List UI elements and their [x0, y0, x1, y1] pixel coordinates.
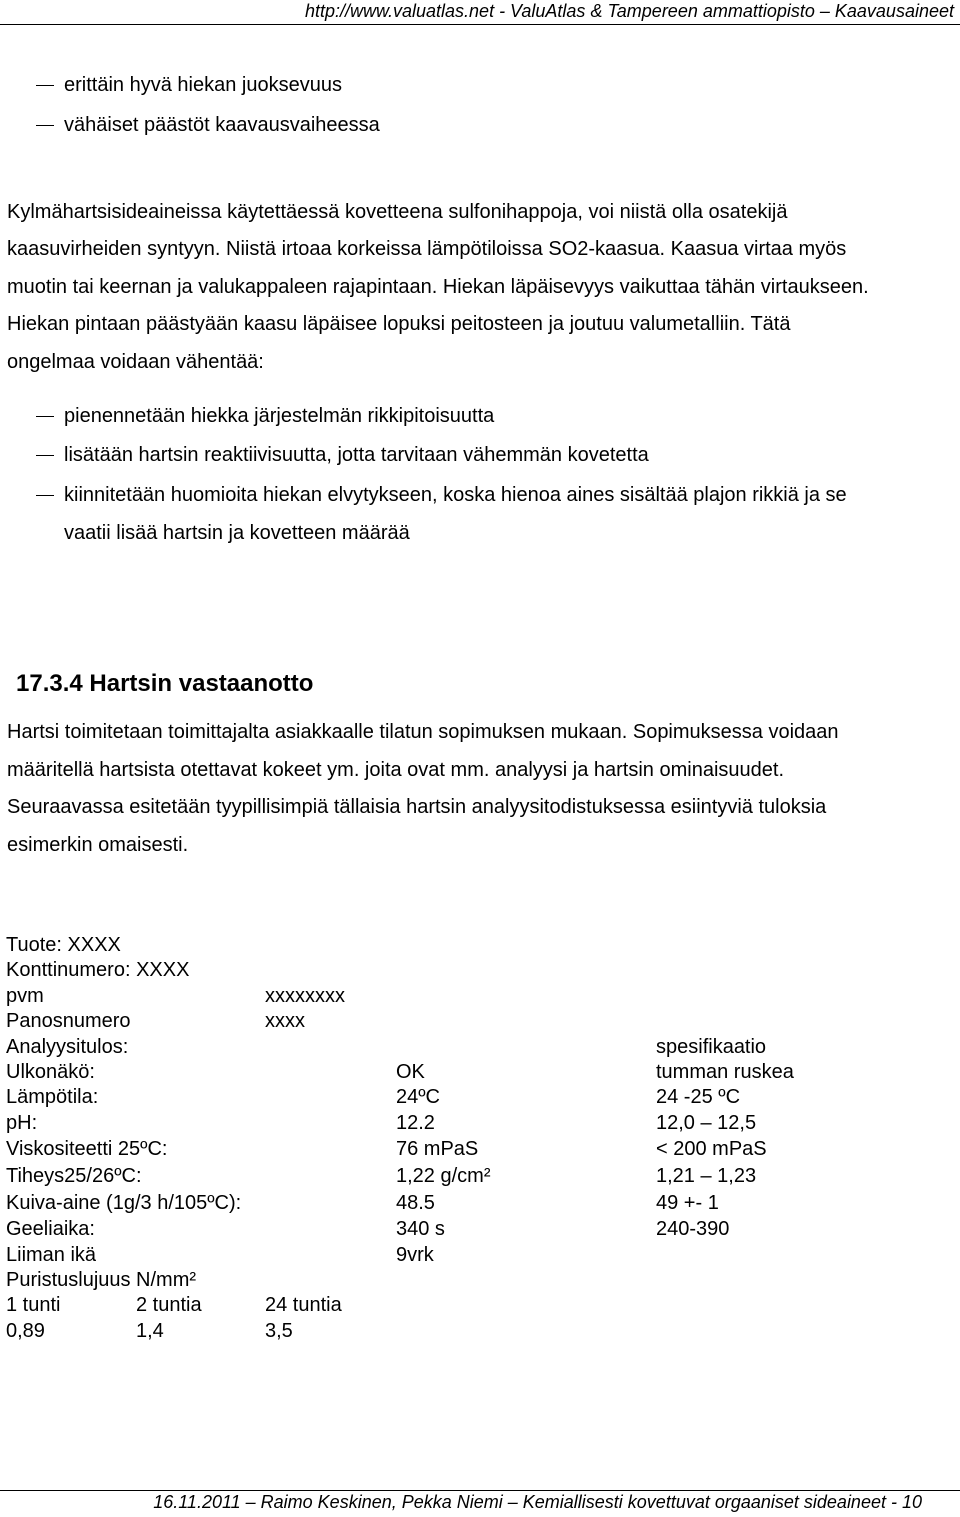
strength-header: 1 tunti — [6, 1294, 61, 1316]
report-results-label: Analyysitulos: — [6, 1036, 129, 1058]
report-container: Konttinumero: XXXX — [6, 959, 190, 981]
footer-text: 16.11.2011 – Raimo Keskinen, Pekka Niemi – Kemiallisesti kovettuvat orgaaniset sideaineet - 10 — [153, 1492, 922, 1512]
strength-header: 24 tuntia — [265, 1294, 342, 1316]
report-row-value: 76 mPaS — [396, 1138, 479, 1160]
dash-bullet-icon — [36, 85, 54, 86]
report-product: Tuote: XXXX — [6, 934, 121, 956]
report-row-label: Ulkonäkö: — [6, 1061, 95, 1083]
report-row-label: Tiheys25/26ºC: — [6, 1165, 142, 1187]
report-row-value: 24ºC — [396, 1086, 440, 1108]
dash-bullet-icon — [36, 416, 54, 417]
report-row-spec: 240-390 — [656, 1218, 730, 1240]
report-row-spec: 24 -25 ºC — [656, 1086, 741, 1108]
list-item-text: erittäin hyvä hiekan juoksevuus — [64, 74, 342, 96]
header-text: http://www.valuatlas.net - ValuAtlas & Tampereen ammattiopisto – Kaavausaineet — [304, 1, 954, 21]
list-item-text: pienennetään hiekka järjestelmän rikkipitoisuutta — [64, 405, 495, 427]
dash-bullet-icon — [36, 125, 54, 126]
report-spec-label: spesifikaatio — [656, 1036, 767, 1058]
dash-bullet-icon — [36, 455, 54, 456]
list-item-text: kiinnitetään huomioita hiekan elvytykseen, koska hienoa aines sisältää plajon rikkiä ja se — [64, 484, 847, 506]
report-row-spec: 12,0 – 12,5 — [656, 1112, 757, 1134]
section-heading: 17.3.4 Hartsin vastaanotto — [16, 670, 314, 697]
report-batch-value: xxxx — [265, 1010, 305, 1032]
page-footer — [0, 1490, 960, 1515]
paragraph-line: Hiekan pintaan päästyään kaasu läpäisee lopuksi peitosteen ja joutuu valumetalliin. Tätä — [7, 313, 791, 335]
strength-value: 0,89 — [6, 1320, 45, 1342]
paragraph-line: ongelmaa voidaan vähentää: — [7, 351, 264, 373]
paragraph-line: esimerkin omaisesti. — [7, 834, 189, 856]
report-row-label: Liiman ikä — [6, 1244, 97, 1266]
report-row-label: Kuiva-aine (1g/3 h/105ºC): — [6, 1192, 242, 1214]
report-row-value: 340 s — [396, 1218, 445, 1240]
page-header — [0, 0, 960, 25]
report-row-label: Geeliaika: — [6, 1218, 95, 1240]
report-row-spec: 49 +- 1 — [656, 1192, 719, 1214]
report-row-spec: 1,21 – 1,23 — [656, 1165, 757, 1187]
report-row-value: 12.2 — [396, 1112, 435, 1134]
strength-header: 2 tuntia — [136, 1294, 202, 1316]
paragraph-line: määritellä hartsista otettavat kokeet ym. joita ovat mm. analyysi ja hartsin ominaisuudet. — [7, 759, 785, 781]
list-item-text: lisätään hartsin reaktiivisuutta, jotta tarvitaan vähemmän kovetetta — [64, 444, 649, 466]
list-item-text: vaatii lisää hartsin ja kovetteen määrää — [64, 522, 410, 544]
report-date-label: pvm — [6, 985, 44, 1007]
report-row-label: pH: — [6, 1112, 38, 1134]
paragraph-line: muotin tai keernan ja valukappaleen rajapintaan. Hiekan läpäisevyys vaikuttaa tähän virtaukseen. — [7, 276, 869, 298]
report-row-value: 1,22 g/cm² — [396, 1165, 491, 1187]
report-batch-label: Panosnumero — [6, 1010, 131, 1032]
report-row-value: OK — [396, 1061, 425, 1083]
report-row-label: Lämpötila: — [6, 1086, 99, 1108]
paragraph-line: Kylmähartsisideaineissa käytettäessä kovetteena sulfonihappoja, voi niistä olla osatekijä — [7, 201, 788, 223]
report-row-value: 48.5 — [396, 1192, 435, 1214]
list-item-text: vähäiset päästöt kaavausvaiheessa — [64, 114, 380, 136]
report-row-spec: < 200 mPaS — [656, 1138, 767, 1160]
report-row-value: 9vrk — [396, 1244, 434, 1266]
report-row-spec: tumman ruskea — [656, 1061, 794, 1083]
paragraph-line: kaasuvirheiden syntyyn. Niistä irtoaa korkeissa lämpötiloissa SO2-kaasua. Kaasua virtaa myös — [7, 238, 847, 260]
dash-bullet-icon — [36, 495, 54, 496]
paragraph-line: Hartsi toimitetaan toimittajalta asiakkaalle tilatun sopimuksen mukaan. Sopimuksessa voidaan — [7, 721, 839, 743]
report-strength-label: Puristuslujuus N/mm² — [6, 1269, 197, 1291]
paragraph-line: Seuraavassa esitetään tyypillisimpiä tällaisia hartsin analyysitodistuksessa esiintyviä tuloksia — [7, 796, 827, 818]
report-row-label: Viskositeetti 25ºC: — [6, 1138, 168, 1160]
report-date-value: xxxxxxxx — [265, 985, 345, 1007]
strength-value: 1,4 — [136, 1320, 164, 1342]
strength-value: 3,5 — [265, 1320, 293, 1342]
